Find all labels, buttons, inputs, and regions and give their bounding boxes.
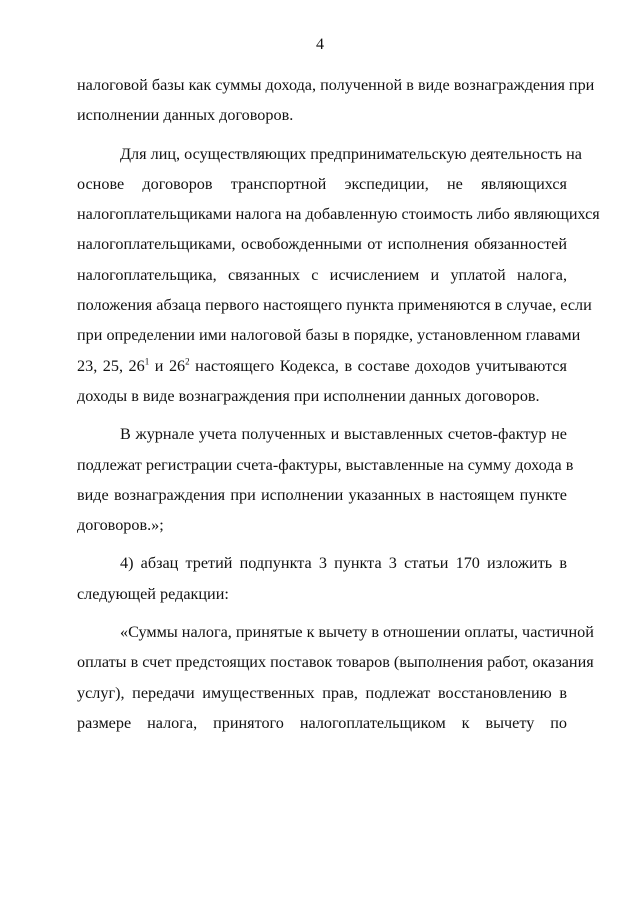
paragraph-2	[77, 139, 600, 412]
text-line: доходы в виде вознаграждения при исполнении данных договоров.	[77, 386, 540, 405]
text-line: договоров.»;	[77, 516, 164, 535]
text-line: оплаты в счет предстоящих поставок товаров (выполнения работ, оказания	[77, 653, 594, 672]
text-line: услуг), передачи имущественных прав, подлежат восстановлению в	[77, 683, 567, 702]
text-line: размере налога, принятого налогоплательщиком к вычету по	[77, 713, 567, 732]
paragraph-1	[77, 70, 595, 131]
paragraph-3	[77, 419, 574, 540]
text-line: положения абзаца первого настоящего пункта применяются в случае, если	[77, 296, 592, 315]
text-line: В журнале учета полученных и выставленных счетов-фактур не	[120, 425, 567, 444]
page-number: 4	[316, 36, 324, 53]
text-fragment: 23, 25, 26	[77, 356, 145, 375]
text-line: следующей редакции:	[77, 584, 229, 603]
text-line-with-superscripts	[77, 351, 567, 381]
text-line: 4) абзац третий подпункта 3 пункта 3 статьи 170 изложить в	[120, 554, 567, 573]
text-line: налоговой базы как суммы дохода, полученной в виде вознаграждения при	[77, 76, 595, 94]
text-line: «Суммы налога, принятые к вычету в отношении оплаты, частичной	[120, 623, 594, 642]
text-line: налогоплательщика, связанных с исчислением и уплатой налога,	[77, 265, 567, 284]
text-line: основе договоров транспортной экспедиции, не являющихся	[77, 174, 567, 193]
paragraph-5	[77, 617, 594, 738]
text-line: виде вознаграждения при исполнении указанных в настоящем пункте	[77, 485, 567, 504]
text-line: налогоплательщиками, освобожденными от исполнения обязанностей	[77, 235, 567, 254]
text-line: подлежат регистрации счета-фактуры, выставленные на сумму дохода в	[77, 455, 574, 474]
paragraph-4	[77, 548, 567, 609]
text-fragment: настоящего Кодекса, в составе доходов учитываются	[189, 356, 567, 375]
text-line: исполнении данных договоров.	[77, 106, 294, 125]
superscript: 2	[185, 356, 190, 367]
superscript: 1	[144, 356, 150, 367]
document-body	[77, 70, 600, 746]
text-line: Для лиц, осуществляющих предпринимательскую деятельность на	[120, 144, 582, 163]
text-fragment: и 26	[149, 356, 186, 375]
text-line: при определении ими налоговой базы в порядке, установленном главами	[77, 326, 581, 345]
text-line: налогоплательщиками налога на добавленную стоимость либо являющихся	[77, 205, 600, 224]
